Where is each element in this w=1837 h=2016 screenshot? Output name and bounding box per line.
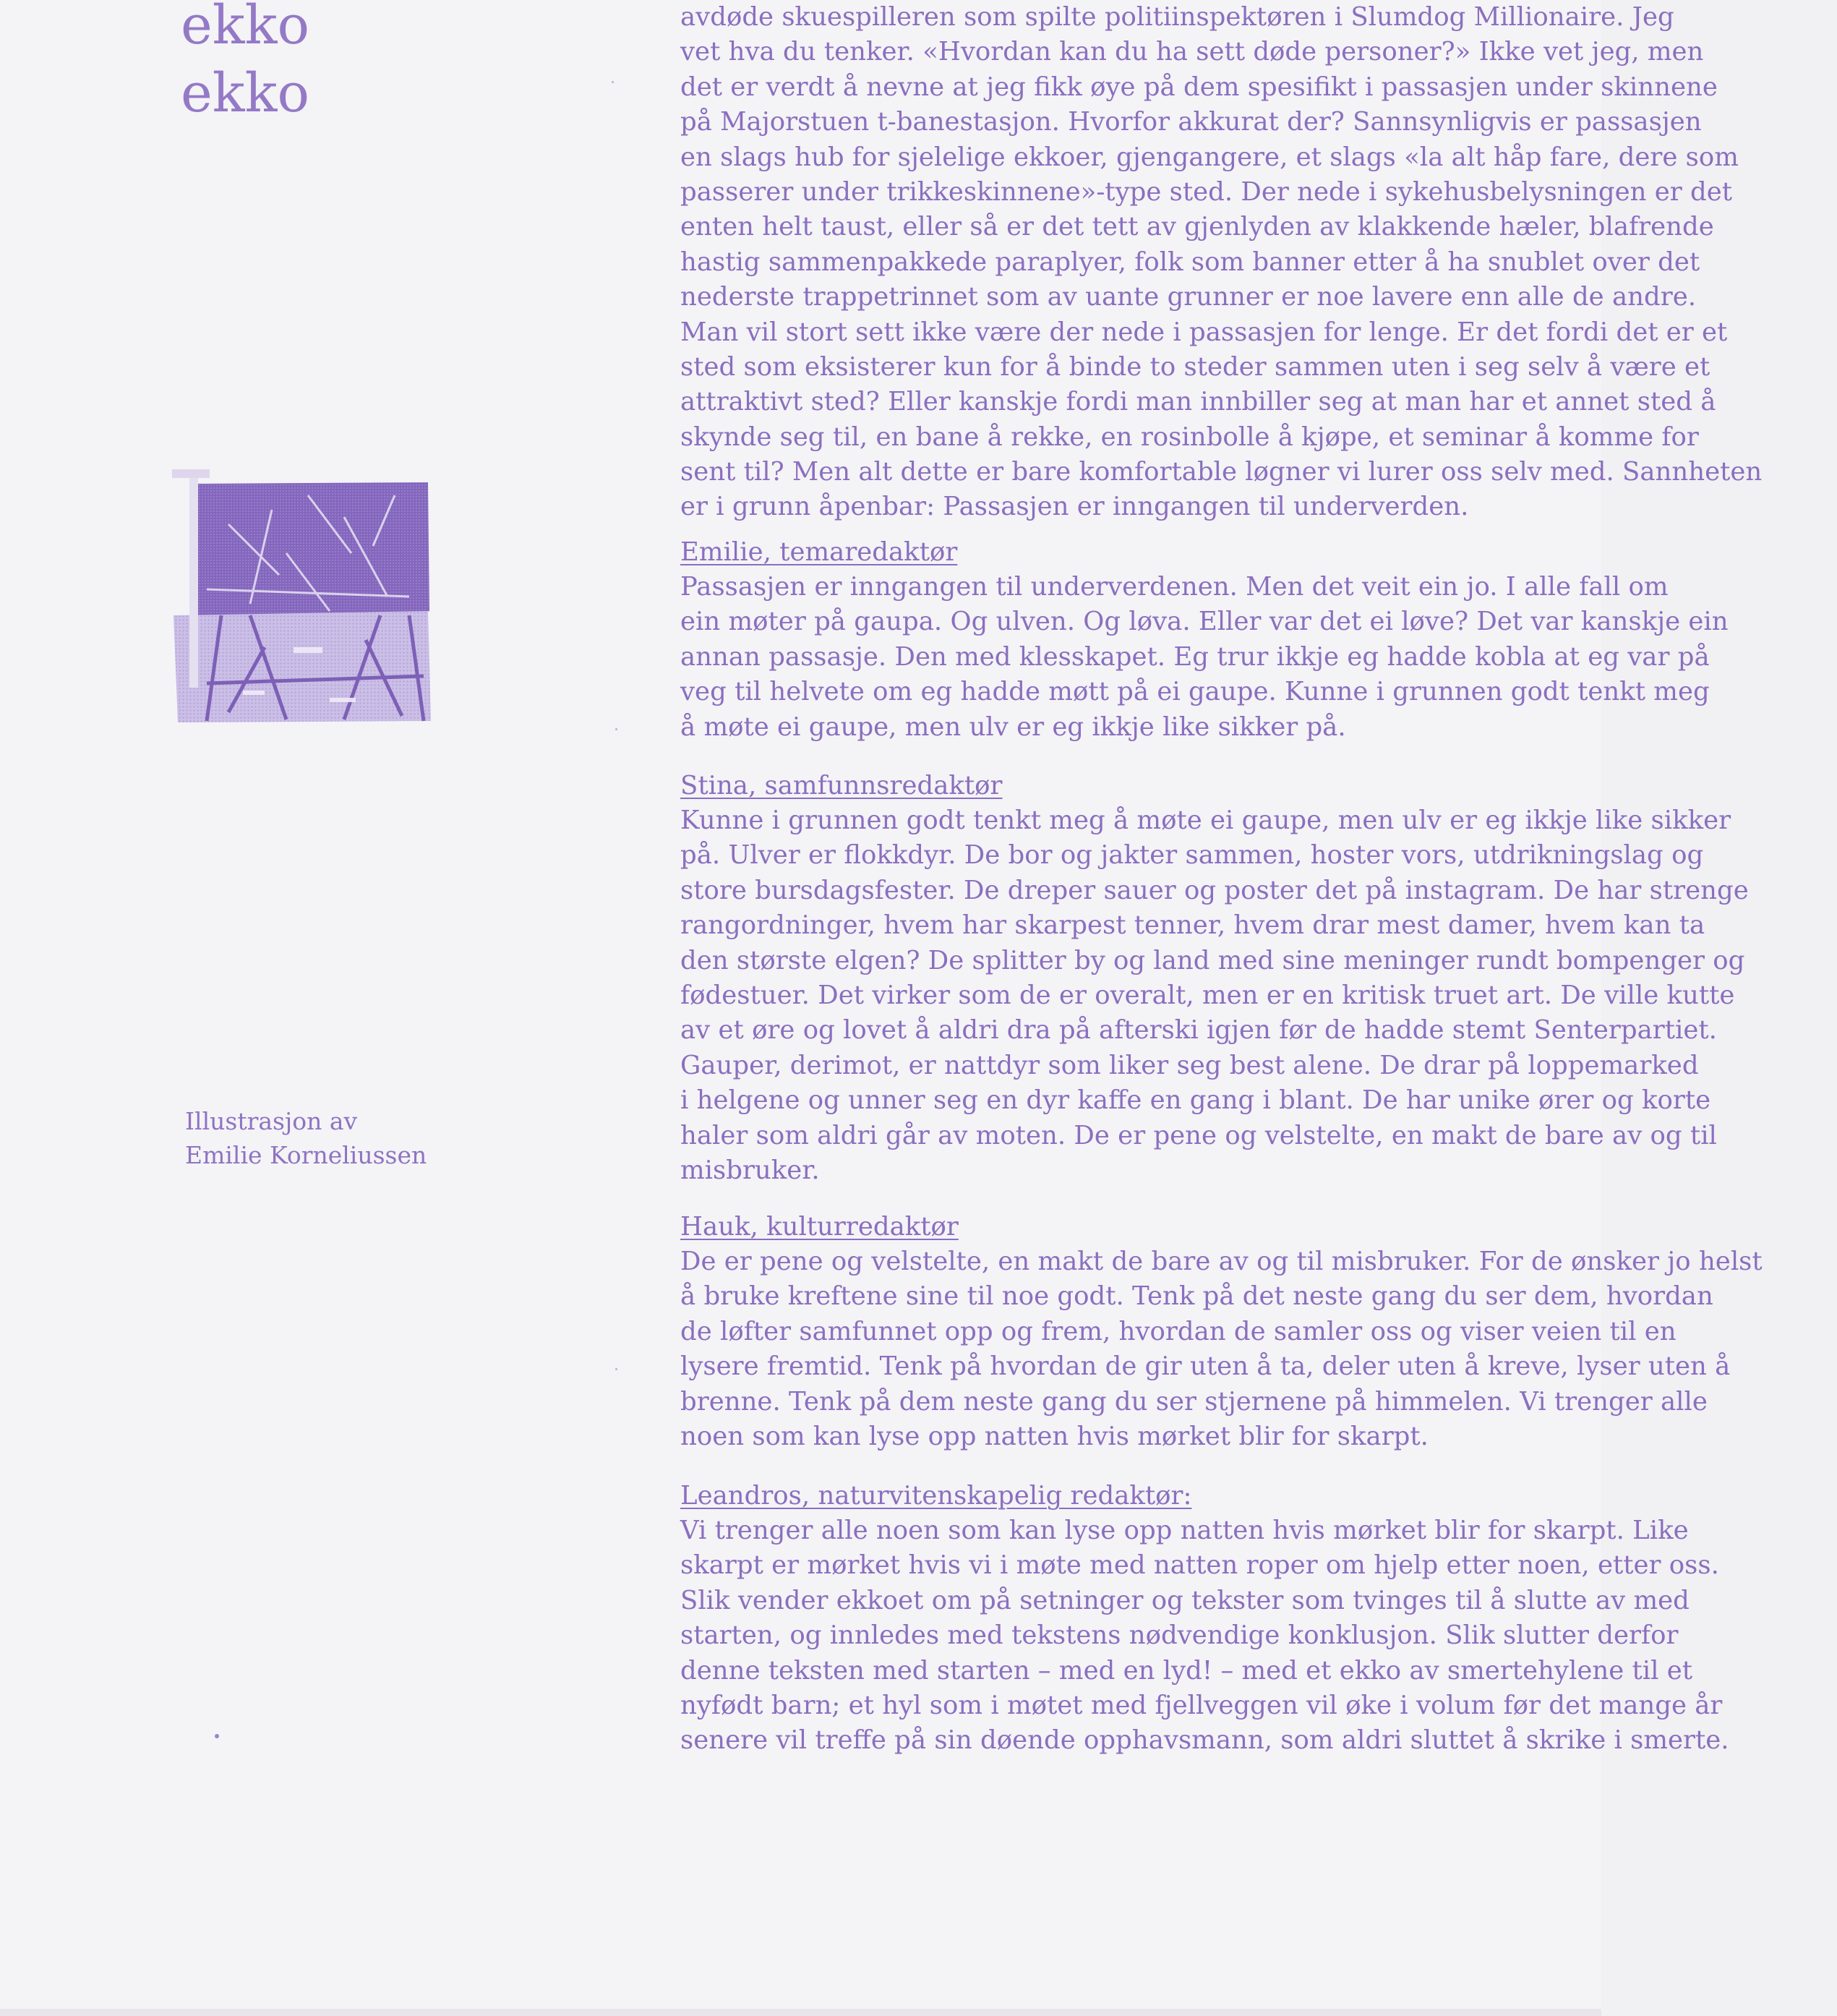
text-line: skarpt er mørket hvis vi i møte med natten roper om hjelp etter noen, etter oss. <box>680 1550 1719 1581</box>
text-line: rangordninger, hvem har skarpest tenner, hvem drar mest damer, hvem kan ta <box>680 910 1705 941</box>
section-heading-emilie: Emilie, temaredaktør <box>680 537 958 567</box>
text-line: noen som kan lyse opp natten hvis mørket blir for skarpt. <box>680 1421 1429 1451</box>
text-line: nederste trappetrinnet som av uante grunner er noe lavere enn alle de andre. <box>680 282 1696 312</box>
print-speck <box>215 1734 219 1738</box>
print-speck <box>615 728 617 730</box>
illustration-caption <box>185 1104 489 1172</box>
text-line: på. Ulver er flokkdyr. De bor og jakter sammen, hoster vors, utdrikningslag og <box>680 840 1704 871</box>
text-line: attraktivt sted? Eller kanskje fordi man innbiller seg at man har et annet sted å <box>680 387 1716 417</box>
title-line-1: ekko <box>181 0 310 56</box>
section-heading-leandros: Leandros, naturvitenskapelig redaktør: <box>680 1481 1192 1511</box>
text-line: nyfødt barn; et hyl som i møtet med fjellveggen vil øke i volum før det mange år <box>680 1690 1723 1720</box>
caption-line-2: Emilie Korneliussen <box>185 1141 427 1169</box>
illustration-image <box>163 466 438 727</box>
text-line: sent til? Men alt dette er bare komfortable løgner vi lurer oss selv med. Sannheten <box>680 457 1763 487</box>
text-line: brenne. Tenk på dem neste gang du ser stjernene på himmelen. Vi trenger alle <box>680 1386 1708 1417</box>
text-line: hastig sammenpakkede paraplyer, folk som banner etter å ha snublet over det <box>680 247 1700 277</box>
text-line: å bruke kreftene sine til noe godt. Tenk på det neste gang du ser dem, hvordan <box>680 1281 1713 1312</box>
text-line: å møte ei gaupe, men ulv er eg ikkje like sikker på. <box>680 712 1346 742</box>
text-line: denne teksten med starten – med en lyd! – med et ekko av smertehylene til et <box>680 1655 1693 1686</box>
paragraph-stina <box>680 803 1837 1188</box>
paragraph-intro <box>680 0 1837 525</box>
print-speck <box>615 1368 617 1370</box>
text-line: haler som aldri går av moten. De er pene og velstelte, en makt de bare av og til <box>680 1120 1717 1150</box>
print-speck <box>612 81 614 83</box>
text-line: veg til helvete om eg hadde møtt på ei gaupe. Kunne i grunnen godt tenkt meg <box>680 677 1710 707</box>
text-line: de løfter samfunnet opp og frem, hvordan de samler oss og viser veien til en <box>680 1316 1677 1346</box>
text-line: Vi trenger alle noen som kan lyse opp natten hvis mørket blir for skarpt. Like <box>680 1516 1689 1545</box>
text-line: store bursdagsfester. De dreper sauer og poster det på instagram. De har strenge <box>680 875 1749 905</box>
text-line: er i grunn åpenbar: Passasjen er inngangen til underverden. <box>680 492 1469 522</box>
title-line-2: ekko <box>181 62 310 124</box>
text-line: avdøde skuespilleren som spilte politiinspektøren i Slumdog Millionaire. Jeg <box>680 2 1674 32</box>
text-line: annan passasje. Den med klesskapet. Eg trur ikkje eg hadde kobla at eg var på <box>680 641 1710 672</box>
text-line: lysere fremtid. Tenk på hvordan de gir uten å ta, deler uten å kreve, lyser uten å <box>680 1351 1731 1382</box>
page-title <box>181 0 309 127</box>
paragraph-hauk <box>680 1244 1837 1454</box>
section-heading-stina: Stina, samfunnsredaktør <box>680 771 1003 800</box>
text-line: Slik vender ekkoet om på setninger og tekster som tvinges til å slutte av med <box>680 1585 1690 1615</box>
text-line: passerer under trikkeskinnene»-type sted. Der nede i sykehusbelysningen er det <box>680 176 1733 207</box>
page-edge <box>0 2009 1601 2016</box>
text-line: ein møter på gaupa. Og ulven. Og løva. Eller var det ei løve? Det var kanskje ein <box>680 607 1729 637</box>
text-line: Kunne i grunnen godt tenkt meg å møte ei gaupe, men ulv er eg ikkje like sikker <box>680 806 1731 835</box>
text-line: De er pene og velstelte, en makt de bare av og til misbruker. For de ønsker jo helst <box>680 1247 1763 1276</box>
text-line: senere vil treffe på sin døende opphavsmann, som aldri sluttet å skrike i smerte. <box>680 1725 1729 1756</box>
text-line: en slags hub for sjelelige ekkoer, gjengangere, et slags «la alt håp fare, dere som <box>680 142 1739 172</box>
text-line: skynde seg til, en bane å rekke, en rosinbolle å kjøpe, et seminar å komme for <box>680 422 1699 452</box>
text-line: sted som eksisterer kun for å binde to steder sammen uten i seg selv å være et <box>680 351 1710 382</box>
text-line: enten helt taust, eller så er det tett av gjenlyden av klakkende hæler, blafrende <box>680 212 1714 242</box>
text-line: Man vil stort sett ikke være der nede i passasjen for lenge. Er det fordi det er et <box>680 317 1728 347</box>
text-line: vet hva du tenker. «Hvordan kan du ha sett døde personer?» Ikke vet jeg, men <box>680 37 1704 67</box>
paragraph-emilie <box>680 570 1837 745</box>
text-line: Passasjen er inngangen til underverdenen. Men det veit ein jo. I alle fall om <box>680 572 1669 602</box>
text-line: i helgene og unner seg en dyr kaffe en gang i blant. De har unike ører og korte <box>680 1085 1711 1116</box>
text-line: den største elgen? De splitter by og land med sine meninger rundt bompenger og <box>680 945 1745 975</box>
text-line: starten, og innledes med tekstens nødvendige konklusjon. Slik slutter derfor <box>680 1620 1679 1651</box>
text-line: det er verdt å nevne at jeg fikk øye på dem spesifikt i passasjen under skinnene <box>680 72 1718 102</box>
caption-line-1: Illustrasjon av <box>185 1107 358 1135</box>
section-heading-hauk: Hauk, kulturredaktør <box>680 1212 959 1242</box>
paragraph-leandros <box>680 1513 1837 1759</box>
text-line: Gauper, derimot, er nattdyr som liker seg best alene. De drar på loppemarked <box>680 1050 1699 1080</box>
text-line: på Majorstuen t-banestasjon. Hvorfor akkurat der? Sannsynligvis er passasjen <box>680 107 1702 137</box>
article-column <box>680 0 1763 1779</box>
text-line: av et øre og lovet å aldri dra på afterski igjen før de hadde stemt Senterpartiet. <box>680 1015 1717 1046</box>
text-line: fødestuer. Det virker som de er overalt, men er en kritisk truet art. De ville kutte <box>680 980 1735 1010</box>
text-line: misbruker. <box>680 1155 820 1185</box>
